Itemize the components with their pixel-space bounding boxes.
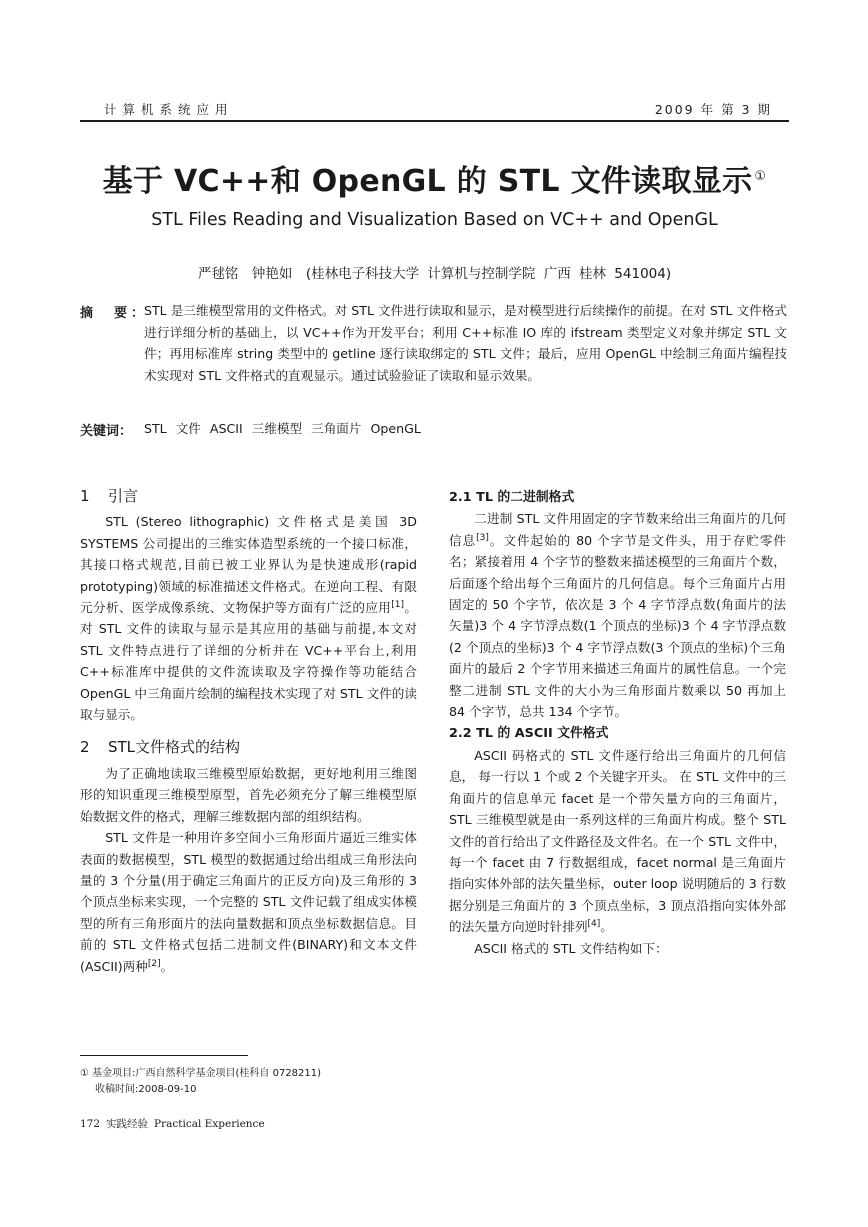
header-divider [80, 120, 789, 122]
section-number: 2 [80, 738, 90, 757]
paper-title-cn-text: 基于 VC++和 OpenGL 的 STL 文件读取显示 [102, 164, 753, 199]
section-title: STL文件格式的结构 [108, 738, 241, 757]
footnote-funding: ① 基金项目:广西自然科学基金项目(桂科自 0728211) [80, 1068, 322, 1079]
footnote-divider [80, 1055, 248, 1056]
journal-name: 计算机系统应用 [104, 102, 234, 117]
body-text: STL (Stereo lithographic) 文件格式是美国 3D SYSTEMS 公司提出的三维实体造型系统的一个接口标准，其接口格式规范,目前已被工业界认为是快速成形(rapid prototyping)领域的标准描述文件格式。在逆向工程、有限元分析、医学成像系统、文物保护等方面有广泛的应用 [80, 514, 417, 616]
body-paragraph [80, 827, 417, 977]
body-paragraph [449, 745, 786, 938]
body-text: 二进制 STL 文件用固定的字节数来给出三角面片的几何信息 [449, 511, 786, 548]
body-text: ASCII 码格式的 STL 文件逐行给出三角面片的几何信息， 每一行以 1 个或 2 个关键字开头。 在 STL 文件中的三角面片的信息单元 facet 是一个带矢量方向的三角面片，STL 三维模型就是由一系列这样的三角面片构成。整个 STL 文件的首行给出了文件路径及文件名。在一个 STL 文件中，每一个 facet 由 7 行数据组成，facet normal 是三角面片指向实体外部的法矢量坐标，outer loop 说明随后的 3 行数据分别是三角面片的 3 个顶点坐标，3 顶点沿指向实体外部的法矢量方向逆时针排列 [449, 747, 786, 935]
subsection-heading-ascii: 2.2 TL 的 ASCII 文件格式 [449, 726, 609, 742]
issue-number: 2009 年 第 3 期 [654, 102, 772, 117]
right-column [449, 487, 786, 959]
left-column [80, 486, 417, 977]
footnote-received-date: 收稿时间:2008-09-10 [95, 1084, 197, 1095]
citation-ref: [4] [587, 918, 601, 929]
keywords-text: STL 文件 ASCII 三维模型 三角面片 OpenGL [144, 421, 421, 436]
body-paragraph [80, 511, 417, 725]
footer-section-cn: 实践经验 [106, 1118, 149, 1130]
body-paragraph [449, 508, 786, 722]
section-heading-stl-format [80, 737, 417, 758]
citation-ref: [2] [147, 958, 161, 969]
body-text: STL 文件是一种用许多空间小三角形面片逼近三维实体表面的数据模型，STL 模型的数据通过给出组成三角形法向量的 3 个分量(用于确定三角面片的正反方向)及三角形的 3 个顶点坐标来实现，一个完整的 STL 文件记载了组成实体模型的所有三角形面片的法向量数据和顶点坐标数据信息。目前的 STL 文件格式包括二进制文件(BINARY)和文本文件(ASCII)两种 [80, 830, 417, 974]
authors-affiliation: 严毬铭 钟艳如 (桂林电子科技大学 计算机与控制学院 广西 桂林 541004) [197, 266, 672, 282]
citation-ref: [3] [476, 532, 489, 543]
body-paragraph: ASCII 格式的 STL 文件结构如下： [474, 940, 668, 956]
body-text: 。文件起始的 80 个字节是文件头，用于存贮零件名；紧接着用 4 个字节的整数来描述模型的三角面片个数，后面逐个给出每个三角面片的几何信息。每个三角面片占用固定的 50 个字节，依次是 3 个 4 字节浮点数(角面片的法矢量)3 个 4 字节浮点数(1 个顶点的坐标)3 个 4 字节浮点数(2 个顶点的坐标)3 个 4 字节浮点数(3 个顶点的坐标)个三角面片的最后 2 个字节用来描述三角面片的属性信息。一个完整二进制 STL 文件的大小为三角形面片数乘以 50 再加上 84 个字节，总共 134 个字节。 [449, 532, 786, 720]
abstract-label: 摘 要： [80, 306, 149, 321]
citation-ref: [1] [391, 599, 405, 610]
paper-title-cn [80, 156, 789, 200]
section-title: 引言 [108, 487, 139, 505]
section-heading-introduction [80, 486, 417, 507]
body-text: 。 [160, 958, 174, 974]
paper-title-en: STL Files Reading and Visualization Based on VC++ and OpenGL [151, 210, 718, 230]
title-footnote-mark: ① [754, 169, 767, 184]
keywords-label: 关键词： [80, 424, 133, 439]
body-text: 。对 STL 文件的读取与显示是其应用的基础与前提,本文对 STL 文件特点进行了详细的分析并在 VC++平台上,利用 C++标准库中提供的文件流读取及字符操作等功能结合 OpenGL 中三角面片绘制的编程技术实现了对 STL 文件的读取与显示。 [80, 600, 418, 723]
section-number: 1 [80, 487, 90, 505]
footer-section-en: Practical Experience [154, 1118, 265, 1130]
abstract-text: STL 是三维模型常用的文件格式。对 STL 文件进行读取和显示，是对模型进行后续操作的前提。在对 STL 文件格式进行详细分析的基础上，以 VC++作为开发平台；利用 C++标准 IO 库的 ifstream 类型定义对象并绑定 STL 文件；再用标准库 string 类型中的 getline 逐行读取绑定的 STL 文件；最后，应用 OpenGL 中绘制三角面片编程技术实现对 STL 文件格式的直观显示。通过试验验证了读取和显示效果。 [144, 303, 787, 383]
page-number: 172 [80, 1118, 101, 1130]
body-paragraph: 为了正确地读取三维模型原始数据，更好地利用三维图形的知识重现三维模型原型，首先必须充分了解三维模型原始数据文件的格式，理解三维数据内部的组织结构。 [80, 765, 417, 824]
page-footer [80, 1116, 271, 1131]
body-text: 。 [600, 919, 613, 935]
subsection-heading-binary: 2.1 TL 的二进制格式 [449, 490, 575, 505]
